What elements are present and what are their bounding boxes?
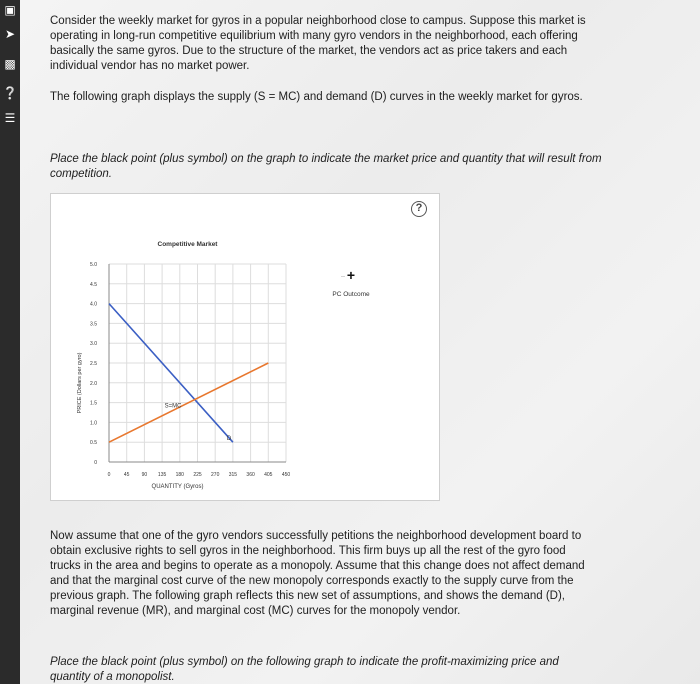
- intro-paragraph: Consider the weekly market for gyros in a popular neighborhood close to campus. Suppose this market is operating in long-run competitive equilibrium with many gyro vendors in the neighborhood, each offering basically the same gyros. Due to the structure of the market, the vendors act as price takers and each individual vendor has no market power.: [50, 15, 586, 72]
- arrow-icon[interactable]: ➤: [4, 27, 16, 41]
- y-tick-label: 0: [94, 460, 97, 466]
- bookmark-icon[interactable]: ▣: [4, 3, 16, 17]
- y-tick-label: 2.0: [90, 380, 97, 387]
- x-axis-label: QUANTITY (Gyros): [151, 484, 204, 490]
- print-icon[interactable]: ▩: [4, 57, 16, 71]
- y-tick-label: 0.5: [90, 440, 97, 447]
- monopoly-paragraph: Now assume that one of the gyro vendors successfully petitions the neighborhood development board to obtain exclusive rights to sell gyros in the neighborhood. This firm buys up all the rest of the gyro food trucks in the area and begins to operate as a monopoly. Assume that this change does not affect demand and that the marginal cost curve of the new monopoly corresponds exactly to the supply curve from the previous graph. The following graph reflects this new set of assumptions, and shows the demand (D), marginal revenue (MR), and marginal cost (MC) curves for the monopoly vendor.: [50, 530, 585, 617]
- instruction-1: Place the black point (plus symbol) on the graph to indicate the market price and quantity that will result from competition.: [50, 153, 602, 180]
- pc-outcome-dots: ··: [341, 274, 345, 280]
- y-tick-label: 3.5: [90, 321, 97, 328]
- y-tick-label: 2.5: [90, 361, 97, 367]
- x-tick-label: 0: [107, 472, 111, 478]
- x-tick-label: 135: [157, 472, 167, 478]
- x-tick-label: 225: [193, 472, 202, 478]
- x-tick-label: 180: [175, 472, 184, 478]
- x-tick-label: 360: [246, 472, 255, 478]
- x-tick-label: 315: [228, 472, 238, 478]
- help-icon[interactable]: ?: [411, 201, 427, 217]
- graph-panel: [50, 193, 440, 501]
- x-tick-label: 405: [264, 472, 273, 478]
- y-tick-label: 5.0: [90, 262, 97, 268]
- competitive-market-chart[interactable]: [51, 194, 439, 500]
- graph-intro-paragraph: The following graph displays the supply (S = MC) and demand (D) curves in the weekly market for gyros.: [50, 91, 583, 103]
- x-tick-label: 450: [281, 472, 291, 478]
- left-toolbar: [0, 0, 20, 684]
- question-page: [20, 0, 700, 684]
- chart-title: Competitive Market: [157, 241, 218, 248]
- x-tick-label: 270: [211, 472, 220, 478]
- demand-label: D: [226, 436, 232, 443]
- supply-label: S=MC: [164, 403, 182, 410]
- instruction-2: Place the black point (plus symbol) on the following graph to indicate the profit-maximizing price and quantity of a monopolist.: [50, 656, 559, 683]
- y-tick-label: 4.5: [90, 281, 97, 288]
- x-tick-label: 90: [141, 472, 148, 478]
- y-tick-label: 4.0: [90, 301, 97, 308]
- y-tick-label: 1.5: [90, 400, 97, 407]
- pc-outcome-label: PC Outcome: [332, 291, 370, 298]
- demand-curve: [109, 304, 233, 443]
- y-tick-label: 3.0: [90, 341, 97, 348]
- x-tick-label: 45: [123, 472, 130, 478]
- book-icon[interactable]: ☰: [4, 111, 16, 125]
- y-axis-label: PRICE (Dollars per gyro): [77, 352, 83, 414]
- question-icon[interactable]: ❔: [2, 86, 18, 100]
- pc-outcome-plus-icon: +: [346, 267, 356, 283]
- y-tick-label: 1.0: [90, 420, 97, 427]
